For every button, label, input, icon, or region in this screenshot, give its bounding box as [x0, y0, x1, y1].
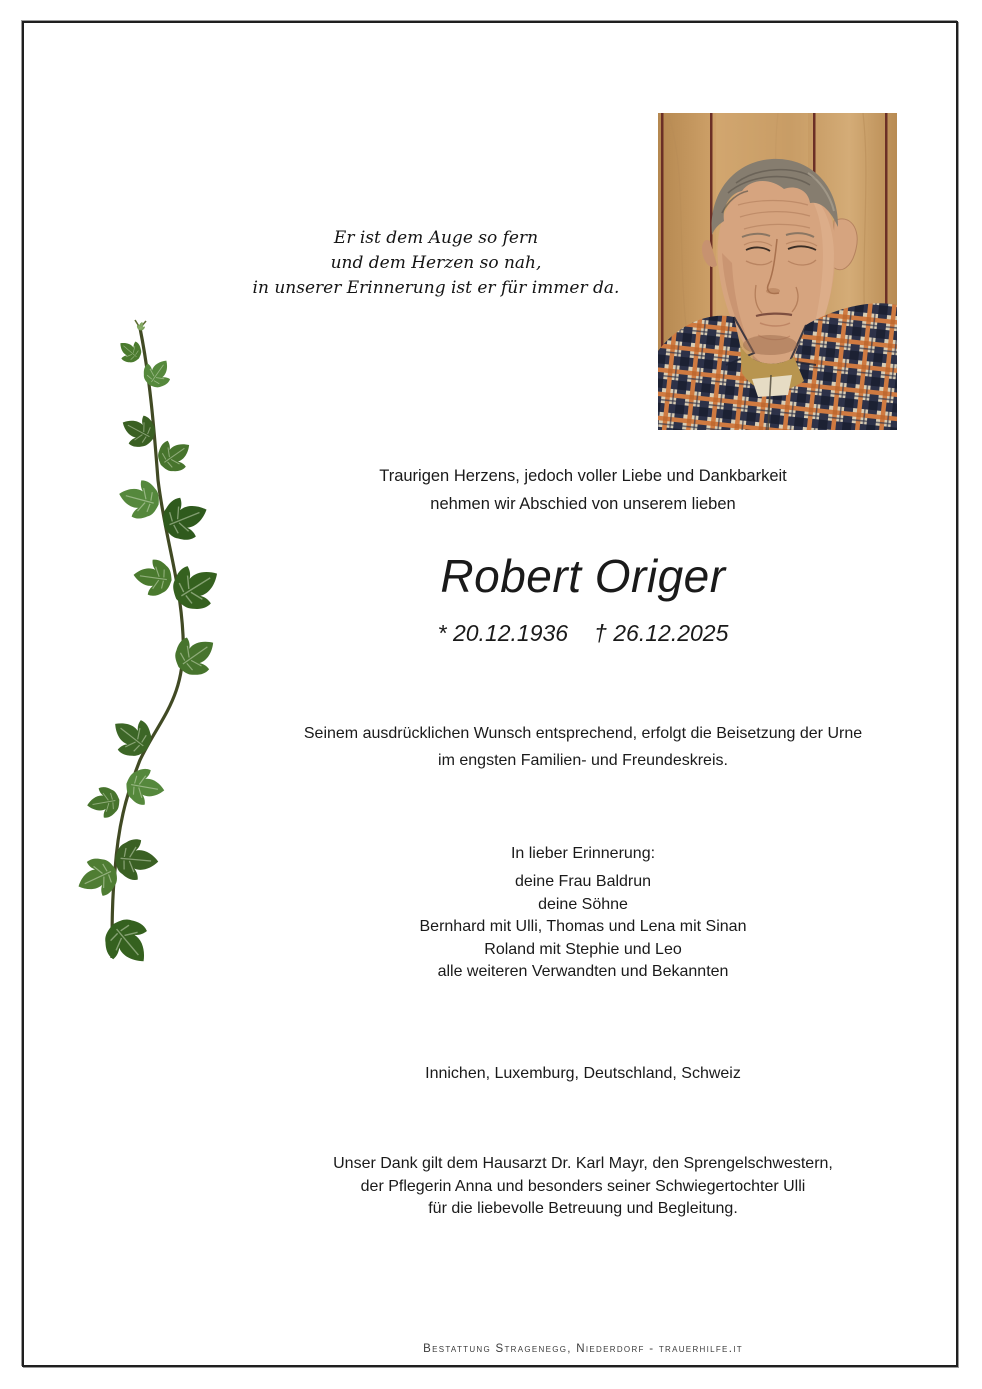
thanks-line-3: für die liebevolle Betreuung und Begleitung.	[428, 1200, 738, 1217]
farewell-intro-line-1: Traurigen Herzens, jedoch voller Liebe und Dankbarkeit	[379, 467, 787, 485]
death-date: † 26.12.2025	[594, 620, 729, 646]
portrait-photo	[658, 113, 897, 430]
burial-announcement-line-1: Seinem ausdrücklichen Wunsch entsprechend, erfolgt die Beisetzung der Urne	[303, 725, 863, 742]
places-line: Innichen, Luxemburg, Deutschland, Schweiz	[425, 1065, 741, 1082]
life-dates	[208, 616, 958, 650]
quote-line-3: in unserer Erinnerung ist er für immer da.	[252, 278, 620, 298]
mourner-line: alle weiteren Verwandten und Bekannten	[437, 963, 729, 980]
mourner-line: deine Söhne	[538, 895, 628, 913]
mourner-line: Roland mit Stephie und Leo	[484, 940, 682, 958]
funeral-home-footer: Bestattung Stragenegg, Niederdorf - trauerhilfe.it	[423, 1343, 743, 1355]
burial-announcement	[208, 720, 958, 774]
quote-line-2: und dem Herzen so nah,	[330, 253, 542, 273]
burial-announcement-line-2: im engsten Familien- und Freundeskreis.	[438, 752, 728, 769]
thanks-paragraph	[208, 1153, 958, 1221]
birth-date: * 20.12.1936	[437, 620, 569, 646]
farewell-intro-line-2: nehmen wir Abschied von unserem lieben	[430, 495, 736, 513]
quote-line-1: Er ist dem Auge so fern	[333, 228, 539, 248]
mourner-line: Bernhard mit Ulli, Thomas und Lena mit Sinan	[419, 918, 747, 935]
thanks-line-2: der Pflegerin Anna und besonders seiner Schwiegertochter Ulli	[360, 1177, 806, 1195]
mourners-list	[208, 871, 958, 984]
remembrance-heading: In lieber Erinnerung:	[510, 845, 656, 862]
ivy-vine-image	[50, 318, 230, 968]
deceased-name: Robert Origer	[440, 550, 726, 602]
thanks-line-1: Unser Dank gilt dem Hausarzt Dr. Karl Mayr, den Sprengelschwestern,	[333, 1155, 833, 1172]
memorial-quote	[186, 226, 686, 301]
farewell-intro	[208, 462, 958, 518]
mourner-line: deine Frau Baldrun	[514, 873, 652, 890]
